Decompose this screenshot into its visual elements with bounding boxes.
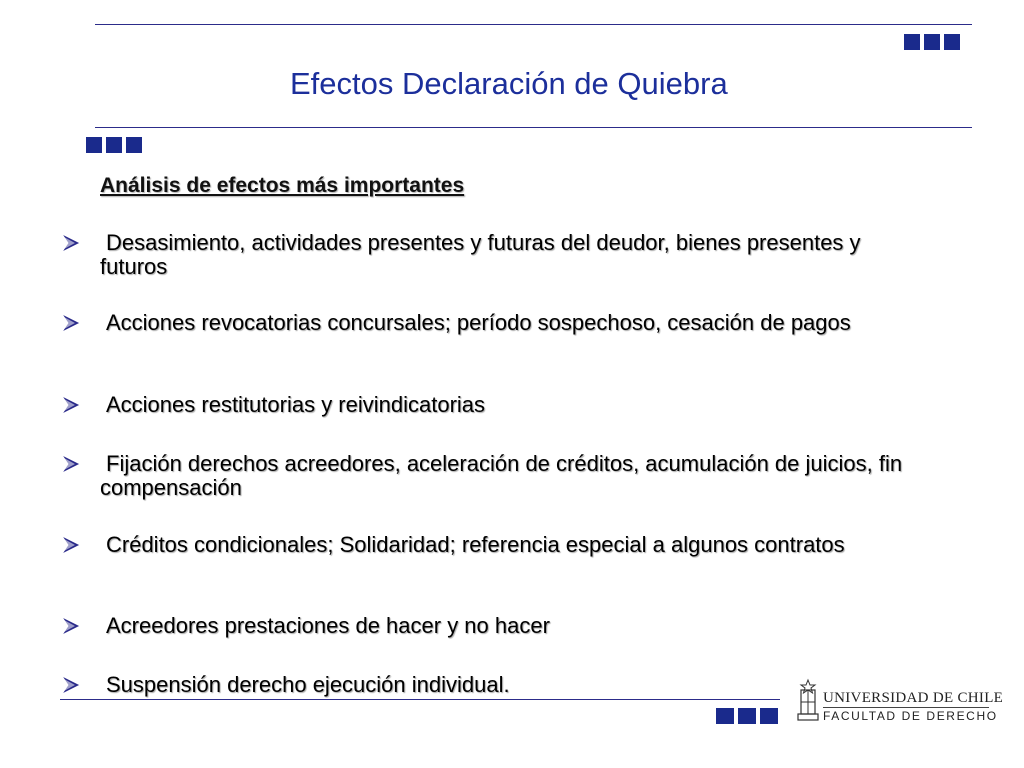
arrowhead-bullet-icon	[60, 452, 100, 479]
bullet-text: Acciones restitutorias y reivindicatorias	[106, 392, 486, 417]
bullet-text: Acciones revocatorias concursales; período sospechoso, cesación de pagos	[106, 310, 851, 335]
arrowhead-bullet-icon	[60, 393, 100, 420]
bullet-text: Fijación derechos acreedores, aceleración de créditos, acumulación de juicios, fin compensación	[100, 451, 903, 500]
arrowhead-bullet-icon	[60, 311, 100, 338]
arrowhead-bullet-icon	[60, 614, 100, 641]
bottom-rule	[60, 699, 780, 700]
top-right-squares	[904, 34, 960, 50]
left-squares	[86, 137, 142, 153]
bullet-item	[60, 614, 930, 641]
arrowhead-bullet-icon	[60, 673, 100, 700]
arrowhead-bullet-icon	[60, 231, 100, 258]
university-name: UNIVERSIDAD DE CHILE	[823, 690, 1004, 706]
logo-divider	[823, 707, 989, 708]
bullet-item	[60, 452, 930, 500]
university-logo	[797, 676, 1004, 726]
faculty-name: FACULTAD DE DERECHO	[823, 709, 998, 723]
bullet-text: Acreedores prestaciones de hacer y no hacer	[106, 613, 550, 638]
title-underline-rule	[95, 127, 972, 128]
bullet-item	[60, 231, 930, 279]
arrowhead-bullet-icon	[60, 533, 100, 560]
bullet-text: Desasimiento, actividades presentes y futuras del deudor, bienes presentes y futuros	[100, 230, 861, 279]
bullet-text: Suspensión derecho ejecución individual.	[106, 672, 510, 697]
section-subtitle: Análisis de efectos más importantes	[100, 174, 465, 197]
bullet-item	[60, 393, 930, 420]
slide-title: Efectos Declaración de Quiebra	[290, 66, 728, 101]
university-crest-icon	[797, 676, 819, 727]
bullet-text: Créditos condicionales; Solidaridad; referencia especial a algunos contratos	[106, 532, 845, 557]
top-rule	[95, 24, 972, 25]
bullet-item	[60, 311, 930, 338]
bullet-item	[60, 533, 930, 560]
bottom-squares	[716, 708, 778, 724]
